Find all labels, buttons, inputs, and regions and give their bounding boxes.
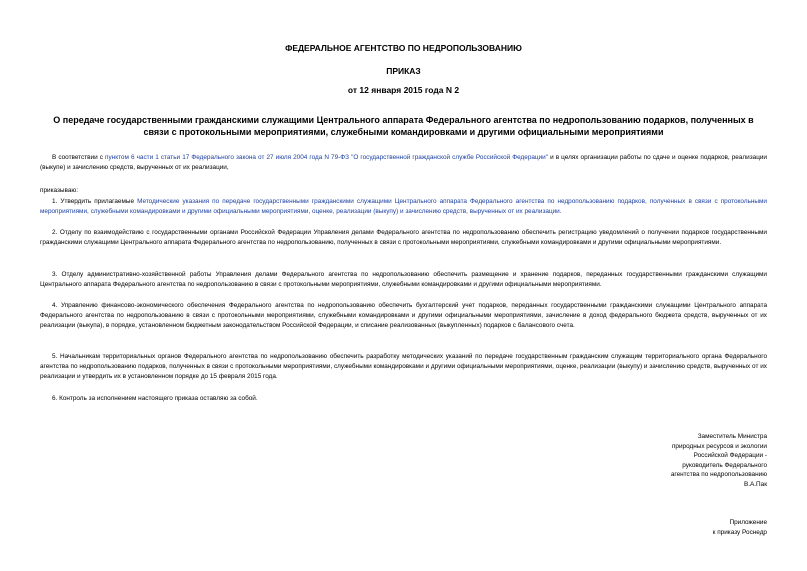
signer-name: В.А.Пак — [743, 480, 767, 488]
item-2-paragraph: 2. Отделу по взаимодействию с государственными органами Российской Федерации Управления делами Федерального агентства по недропользованию обеспечить регистрацию уведомлений о получении подарков государственными гражданскими служащими Центрального аппарата Федерального агентства по недропользованию, полученных в связи с протокольными мероприятиями, служебными командировками и другими официальными мероприятиями. — [40, 229, 767, 246]
document-title: О передаче государственными гражданскими служащими Центрального аппарата Федерального агентства по недропользованию подарков, полученных в связи с протокольными мероприятиями, служебными командировками и другими официальными мероприятиями — [53, 115, 754, 137]
document-date-number: от 12 января 2015 года N 2 — [347, 85, 460, 95]
signature-block — [587, 432, 767, 490]
signature-line-4: руководитель Федерального — [682, 461, 767, 469]
item-6-paragraph: 6. Контроль за исполнением настоящего приказа оставляю за собой. — [52, 395, 258, 402]
preamble-text-1: В соответствии с — [52, 154, 106, 161]
document-type: ПРИКАЗ — [386, 66, 421, 76]
methodical-guidelines-link[interactable]: Методические указания по передаче государственными гражданскими служащими Центрального аппарата Федерального агентства по недропользованию подарков, полученных в связи с протокольными мероприятиями, служебными командировками и другими официальными мероприятиями, оценке, реализации (выкупу) и зачислению средств, вырученных от их реализации. — [40, 198, 767, 215]
item-5-paragraph: 5. Начальникам территориальных органов Федерального агентства по недропользованию обеспечить разработку методических указаний по передаче государственным гражданским служащим территориального органа Федерального агентства по недропользованию подарков, полученных в связи с протокольными мероприятиями, служебными командировками и другими официальными мероприятиями, оценке, реализации (выкупу) и зачислению средств, вырученных от их реализации и утвердить их в установленном порядке до 15 февраля 2015 года. — [40, 353, 767, 380]
signature-line-2: природных ресурсов и экологии — [671, 442, 767, 450]
appendix-block — [587, 518, 767, 537]
agency-name: ФЕДЕРАЛЬНОЕ АГЕНТСТВО ПО НЕДРОПОЛЬЗОВАНИЮ — [285, 43, 522, 53]
preamble-text-2: и в целях организации работы по сдаче и оценке подарков, реализации (выкупе) и зачислению средств, вырученных от их реализации, — [40, 154, 767, 171]
law-reference-link[interactable]: пунктом 6 части 1 статьи 17 Федерального закона от 27 июля 2004 года N 79-ФЗ "О государственной гражданской службе Российской Федерации" — [105, 154, 548, 161]
item-1-paragraph — [40, 197, 767, 217]
item-3-paragraph: 3. Отделу административно-хозяйственной работы Управления делами Федерального агентства по недропользованию обеспечить размещение и хранение подарков, переданных государственными гражданскими служащими Центрального аппарата Федерального агентства по недропользованию в связи с протокольными мероприятиями, служебными командировками и другими официальными мероприятиями. — [40, 271, 767, 288]
signature-line-3: Российской Федерации - — [693, 452, 767, 460]
order-word: приказываю: — [40, 187, 78, 194]
preamble-paragraph — [40, 153, 767, 173]
appendix-reference: к приказу Роснедр — [712, 528, 767, 536]
item-4-paragraph: 4. Управлению финансово-экономического обеспечения Федерального агентства по недропользованию обеспечить бухгалтерский учет подарков, переданных государственными гражданскими служащими Центрального аппарата Федерального агентства по недропользованию в связи с протокольными мероприятиями, служебными командировками и другими официальными мероприятиями, зачисление в доход федерального бюджета средств, вырученных от их реализации (выкупа), в порядке, установленном бюджетным законодательством Российской Федерации, и списание реализованных (выкупленных) подарков с балансового счета. — [40, 302, 767, 329]
item-1-prefix: 1. Утвердить прилагаемые — [52, 198, 138, 205]
appendix-label: Приложение — [729, 519, 767, 526]
signature-line-1: Заместитель Министра — [697, 433, 767, 440]
signature-line-5: агентства по недропользованию — [670, 471, 767, 479]
